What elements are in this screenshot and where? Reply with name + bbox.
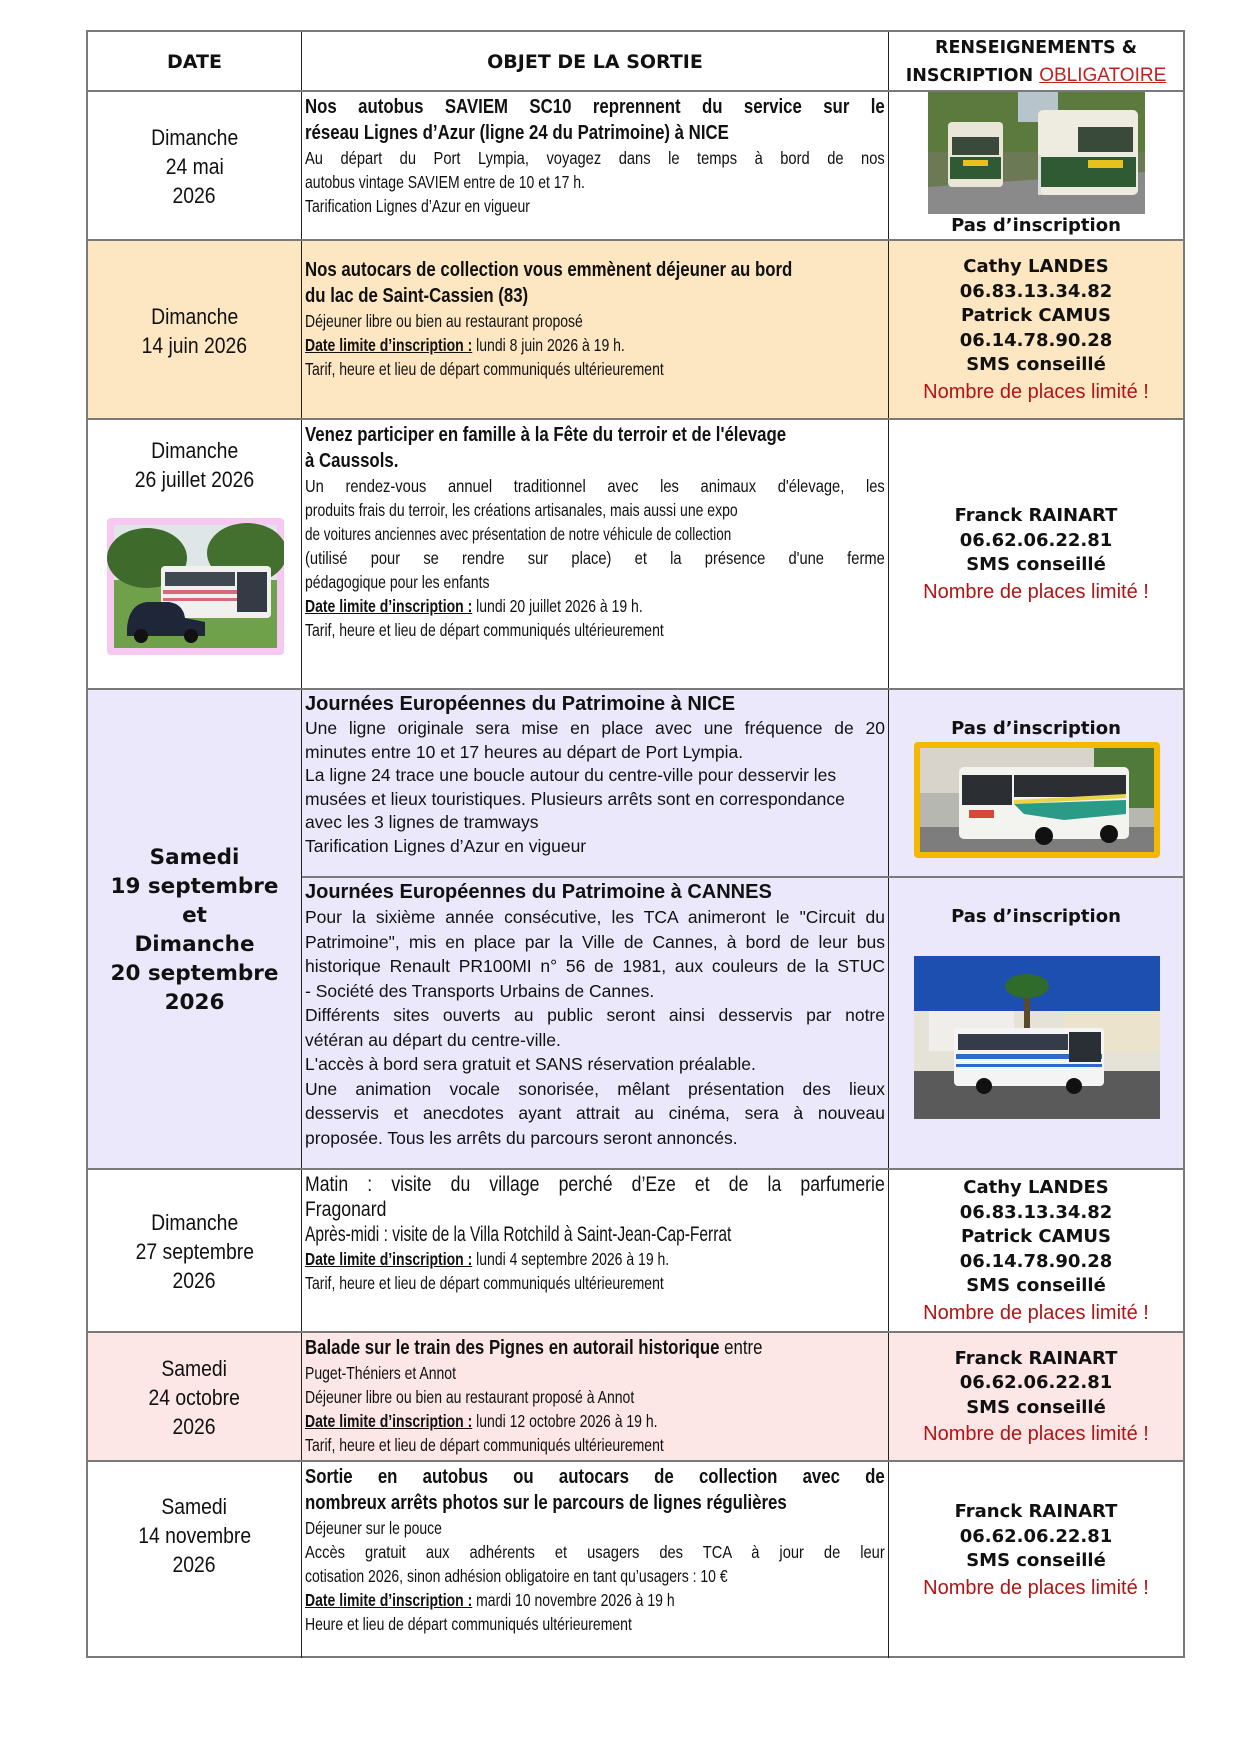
- saviem-buses-photo: [928, 92, 1145, 214]
- contact-name: Cathy LANDES: [963, 256, 1109, 278]
- table-row: [88, 239, 1183, 420]
- contact-name: Franck RAINART: [954, 505, 1118, 527]
- event-date: Dimanche 27 septembre 2026: [88, 1170, 302, 1333]
- event-description: Nos autobus SAVIEM SC10 reprennent du service sur le réseau Lignes d’Azur (ligne 24 du Patrimoine) à NICE Au départ du Port Lympia, voyagez dans le temps à bord de nos autobus vintage SAVIEM entre de 10 et 17 h. Tarification Lignes d’Azur en vigueur: [302, 92, 889, 241]
- contact-phone: 06.62.06.22.81: [959, 1525, 1113, 1547]
- nice-bus-photo: [914, 742, 1160, 858]
- table-row: [88, 1168, 1183, 1333]
- no-registration-note: Pas d’inscription: [951, 905, 1121, 927]
- cannes-bus-photo: [914, 956, 1160, 1119]
- contact-name: Cathy LANDES: [963, 1177, 1109, 1199]
- event-contacts: [889, 1333, 1183, 1462]
- limited-seats-warning: Nombre de places limité !: [923, 1576, 1149, 1599]
- event-date: Dimanche 24 mai 2026: [88, 92, 302, 241]
- event-date: Dimanche 14 juin 2026: [88, 241, 302, 420]
- contact-phone: 06.83.13.34.82: [959, 280, 1113, 302]
- sms-note: SMS conseillé: [966, 554, 1106, 576]
- header-info-line2: INSCRIPTION OBLIGATOIRE: [905, 64, 1167, 86]
- contact-phone: 06.83.13.34.82: [959, 1201, 1113, 1223]
- contact-name: Franck RAINART: [954, 1347, 1118, 1369]
- event-description: Matin : visite du village perché d’Eze et de la parfumerie Fragonard Après-midi : visite de la Villa Rotchild à Saint-Jean-Cap-Ferrat Date limite d’inscription : lundi 4 septembre 2026 à 19 h. Tarif, heure et lieu de départ communiqués ultérieurement: [302, 1170, 889, 1333]
- table-row: [88, 418, 1183, 690]
- table-row: [88, 90, 1183, 241]
- event-info-nice: [889, 690, 1183, 876]
- table-row: [88, 1460, 1183, 1658]
- table-row: [88, 1331, 1183, 1462]
- header-object: OBJET DE LA SORTIE: [302, 32, 889, 92]
- event-date: Samedi 19 septembre et Dimanche 20 septembre 2026: [88, 690, 302, 1170]
- no-registration-note: Pas d’inscription: [951, 717, 1121, 739]
- contact-phone: 06.62.06.22.81: [959, 1372, 1113, 1394]
- sms-note: SMS conseillé: [966, 1550, 1106, 1571]
- event-date: Samedi 14 novembre 2026: [88, 1462, 302, 1658]
- header-info: [889, 32, 1183, 92]
- contact-phone: 06.14.78.90.28: [959, 329, 1113, 351]
- contact-phone: 06.14.78.90.28: [959, 1250, 1113, 1272]
- limited-seats-warning: Nombre de places limité !: [923, 1301, 1149, 1324]
- deadline-label: Date limite d’inscription :: [305, 1249, 473, 1269]
- header-info-line1: RENSEIGNEMENTS &: [934, 37, 1138, 58]
- event-description: Venez participer en famille à la Fête du terroir et de l'élevage à Caussols. Un rendez-vous annuel traditionnel avec les animaux d'élevage, les produits frais du terroir, les créations artisanales, mais aussi une expo de voitures anciennes avec présentation de notre véhicule de collection (utilisé pour se rendre sur place) et la présence d'une ferme pédagogique pour les enfants Date limite d’inscription : lundi 20 juillet 2026 à 19 h. Tarif, heure et lieu de départ communiqués ultérieurement: [302, 420, 889, 690]
- event-description: Nos autocars de collection vous emmènent déjeuner au bord du lac de Saint-Cassien (83) Déjeuner libre ou bien au restaurant proposé Date limite d’inscription : lundi 8 juin 2026 à 19 h. Tarif, heure et lieu de départ communiqués ultérieurement: [302, 241, 889, 420]
- sms-note: SMS conseillé: [966, 1275, 1106, 1297]
- deadline-label: Date limite d’inscription :: [305, 1590, 473, 1610]
- event-description-cannes: Journées Européennes du Patrimoine à CANNES Pour la sixième année consécutive, les TCA animeront le "Circuit du Patrimoine", mis en place par la Ville de Cannes, à bord de leur bus historique Renault PR100MI n° 56 de 1981, aux couleurs de la STUC - Société des Transports Urbains de Cannes. Différents sites ouverts au public seront ainsi desservis par notre vétéran au départ du centre-ville. L'accès à bord sera gratuit et SANS réservation préalable. Une animation vocale sonorisée, mêlant présentation des lieux desservis et anecdotes ayant attrait au cinéma, sera à nouveau proposée. Tous les arrêts du parcours seront annoncés.: [302, 878, 889, 1170]
- event-contacts: [889, 420, 1183, 690]
- event-info-cannes: [889, 878, 1183, 1170]
- event-description: Sortie en autobus ou autocars de collection avec de nombreux arrêts photos sur le parcours de lignes régulières Déjeuner sur le pouce Accès gratuit aux adhérents et usagers des TCA à jour de leur cotisation 2026, sinon adhésion obligatoire en tant qu’usagers : 10 € Date limite d’inscription : mardi 10 novembre 2026 à 19 h Heure et lieu de départ communiqués ultérieurement: [302, 1462, 889, 1658]
- sms-note: SMS conseillé: [966, 354, 1106, 376]
- event-date: Samedi 24 octobre 2026: [88, 1333, 302, 1462]
- header-date: DATE: [88, 32, 302, 92]
- event-contacts: [889, 241, 1183, 420]
- event-description: Balade sur le train des Pignes en autorail historique entre Puget-Théniers et Annot Déjeuner libre ou bien au restaurant proposé à Annot Date limite d’inscription : lundi 12 octobre 2026 à 19 h. Tarif, heure et lieu de départ communiqués ultérieurement: [302, 1333, 889, 1462]
- table-row: [88, 688, 1183, 1170]
- event-contacts: [889, 1462, 1183, 1658]
- event-description-nice: Journées Européennes du Patrimoine à NICE Une ligne originale sera mise en place avec une fréquence de 20 minutes entre 10 et 17 heures au départ de Port Lympia. La ligne 24 trace une boucle autour du centre-ville pour desservir les musées et lieux touristiques. Plusieurs arrêts sont en correspondance avec les 3 lignes de tramways Tarification Lignes d’Azur en vigueur: [302, 690, 889, 876]
- mandatory-label: OBLIGATOIRE: [1039, 64, 1167, 86]
- contact-name: Franck RAINART: [954, 1501, 1118, 1522]
- limited-seats-warning: Nombre de places limité !: [923, 580, 1149, 603]
- deadline-label: Date limite d’inscription :: [305, 1411, 473, 1431]
- event-date: Dimanche 26 juillet 2026: [134, 438, 255, 492]
- bus-and-car-photo: [107, 518, 284, 655]
- no-registration-note: Pas d’inscription: [951, 214, 1121, 236]
- deadline-label: Date limite d’inscription :: [305, 596, 473, 616]
- contact-name: Patrick CAMUS: [960, 305, 1112, 327]
- limited-seats-warning: Nombre de places limité !: [923, 1423, 1149, 1446]
- contact-phone: 06.62.06.22.81: [959, 529, 1113, 551]
- event-contacts: [889, 1170, 1183, 1333]
- sms-note: SMS conseillé: [966, 1396, 1106, 1418]
- table-header: [88, 32, 1183, 92]
- outings-table: [86, 30, 1185, 1658]
- contact-name: Patrick CAMUS: [960, 1226, 1112, 1248]
- event-info: [889, 92, 1183, 241]
- event-date-cell: [88, 420, 302, 690]
- deadline-label: Date limite d’inscription :: [305, 335, 473, 355]
- limited-seats-warning: Nombre de places limité !: [923, 380, 1149, 403]
